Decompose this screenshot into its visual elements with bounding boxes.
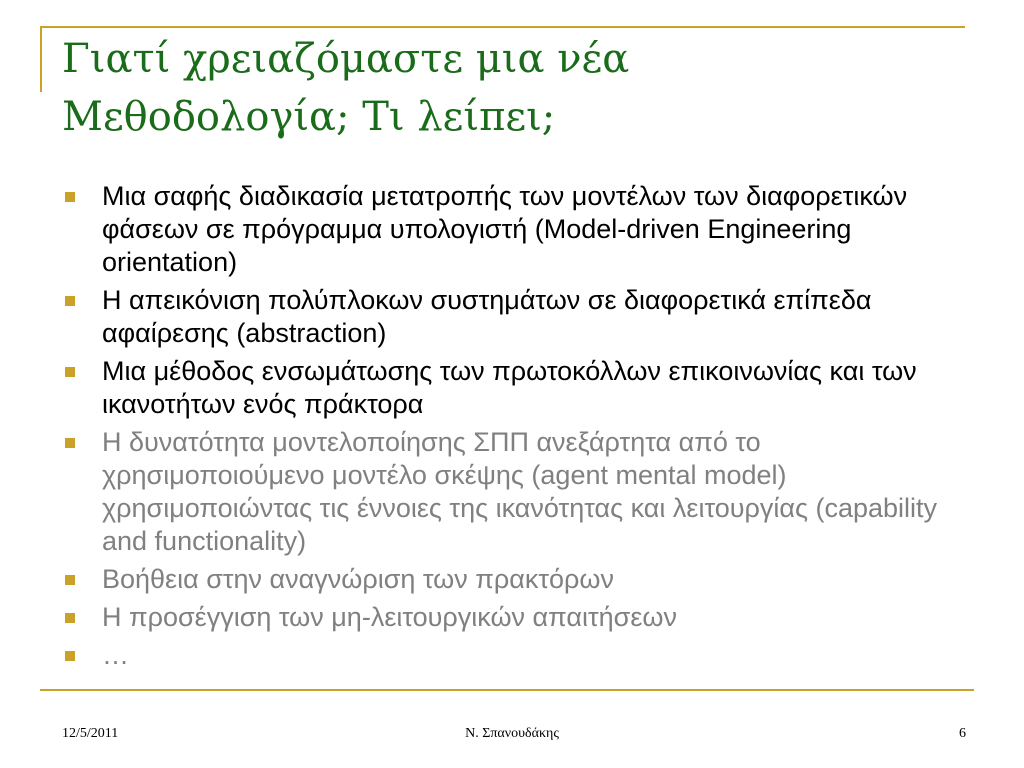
bullet-list	[62, 180, 962, 677]
square-bullet-icon	[65, 296, 75, 306]
square-bullet-icon	[65, 651, 75, 661]
square-bullet-icon	[65, 438, 75, 448]
bullet-item	[62, 426, 962, 558]
frame-left-line	[40, 26, 42, 92]
bullet-item	[62, 639, 962, 672]
bullet-text: Η προσέγγιση των μη-λειτουργικών απαιτήσεων	[102, 602, 677, 632]
bullet-item	[62, 180, 962, 279]
frame-top-line	[40, 26, 965, 28]
footer-date: 12/5/2011	[62, 726, 119, 741]
bullet-text: …	[102, 640, 129, 670]
bullet-item	[62, 563, 962, 596]
page-number: 6	[959, 726, 966, 741]
square-bullet-icon	[65, 367, 75, 377]
frame-bottom-line	[40, 689, 974, 691]
square-bullet-icon	[65, 575, 75, 585]
bullet-item	[62, 355, 962, 421]
bullet-text: Η απεικόνιση πολύπλοκων συστημάτων σε διαφορετικά επίπεδα αφαίρεσης (abstraction)	[102, 285, 872, 348]
bullet-text: Μια σαφής διαδικασία μετατροπής των μοντέλων των διαφορετικών φάσεων σε πρόγραμμα υπολογιστή (Model-driven Engineering orientation)	[102, 181, 908, 277]
bullet-text: Μια μέθοδος ενσωμάτωσης των πρωτοκόλλων επικοινωνίας και των ικανοτήτων ενός πράκτορα	[102, 356, 917, 419]
slide-title	[62, 30, 962, 146]
slide-title-line-1: Γιατί χρειαζόμαστε μια νέα	[62, 36, 630, 82]
footer-author: Ν. Σπανουδάκης	[465, 726, 559, 741]
square-bullet-icon	[65, 613, 75, 623]
bullet-item	[62, 284, 962, 350]
bullet-item	[62, 601, 962, 634]
square-bullet-icon	[65, 192, 75, 202]
slide-title-line-2: Μεθοδολογία; Τι λείπει;	[62, 94, 556, 140]
bullet-text: Η δυνατότητα μοντελοποίησης ΣΠΠ ανεξάρτητα από το χρησιμοποιούμενο μοντέλο σκέψης (agent mental model) χρησιμοποιώντας τις έννοιες της ικανότητας και λειτουργίας (capability and functionality)	[102, 427, 938, 556]
bullet-text: Βοήθεια στην αναγνώριση των πρακτόρων	[102, 564, 614, 594]
